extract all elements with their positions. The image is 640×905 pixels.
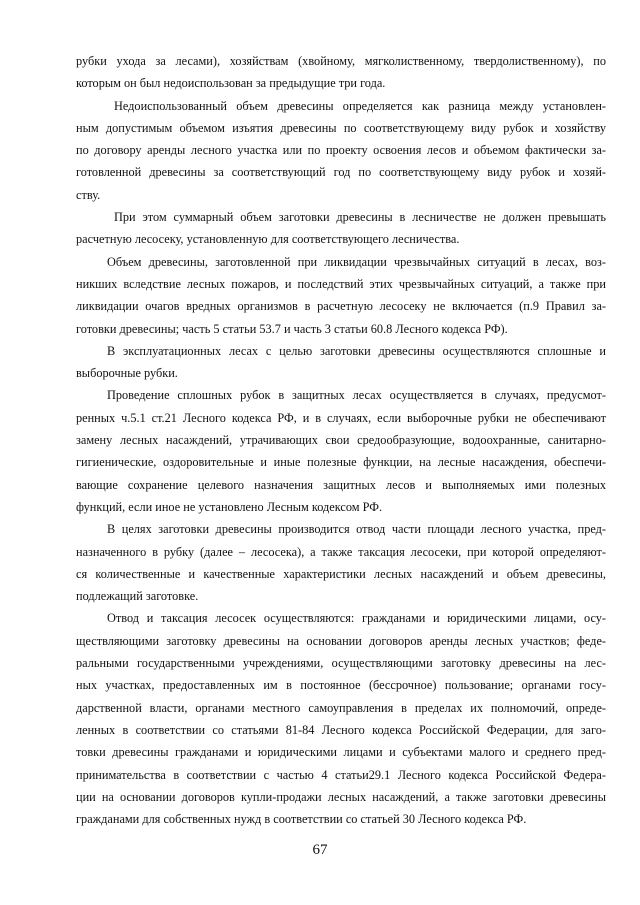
text-line: готовки древесины; часть 5 статьи 53.7 и часть 3 статьи 60.8 Лесного кодекса РФ). <box>76 321 508 336</box>
text-line: расчетную лесосеку, установленную для соответствующего лесничества. <box>76 232 460 247</box>
text-line: назначенного в рубку (далее – лесосека), а также таксация лесосеки, при которой определяют- <box>76 544 606 559</box>
text-line: товки древесины гражданами и юридическими лицами и субъектами малого и среднего пред- <box>76 745 606 760</box>
text-line: по договору аренды лесного участка или по проекту освоения лесов и объемом фактически за- <box>76 143 606 158</box>
paragraph-first-line: Недоиспользованный объем древесины определяется как разница между установлен- <box>114 98 606 113</box>
text-line: ству. <box>76 187 101 202</box>
text-line: никших вследствие лесных пожаров, и последствий этих чрезвычайных ситуаций, а также при <box>76 276 606 291</box>
text-line: замену лесных насаждений, утрачивающих свои средообразующие, водоохранные, санитарно- <box>76 433 606 448</box>
text-line: гражданами для собственных нужд в соответствии со статьей 30 Лесного кодекса РФ. <box>76 812 527 827</box>
body-text <box>76 50 606 830</box>
page-number: 67 <box>312 842 328 858</box>
text-line: выборочные рубки. <box>76 366 178 381</box>
text-line: принимательства в соответствии с частью 4 статьи29.1 Лесного кодекса Российской Федера- <box>76 767 606 782</box>
text-line: вающие сохранение целевого назначения защитных лесов и выполняемых ими полезных <box>76 477 606 492</box>
text-line: ренных ч.5.1 ст.21 Лесного кодекса РФ, и в случаях, если выборочные рубки не обеспечивают <box>76 410 606 425</box>
text-line: рубки ухода за лесами), хозяйствам (хвойному, мягколиственному, твердолиственному), по <box>76 54 606 68</box>
paragraph-first-line: Отвод и таксация лесосек осуществляются: гражданами и юридическими лицами, осу- <box>107 611 606 626</box>
paragraph-first-line: Проведение сплошных рубок в защитных лесах осуществляется в случаях, предусмот- <box>107 388 606 403</box>
text-line: которым он был недоиспользован за предыдущие три года. <box>76 76 386 91</box>
text-line: ных участках, предоставленных им в постоянное (бессрочное) пользование; органами госу- <box>76 678 606 693</box>
text-line: ральными государственными учреждениями, осуществляющими заготовку древесины на лес- <box>76 656 606 671</box>
text-line: подлежащий заготовке. <box>76 589 199 604</box>
text-line: ся количественные и качественные характеристики лесных насаждений и объем древесины, <box>76 566 606 581</box>
text-line: ции на основании договоров купли-продажи лесных насаждений, а также заготовки древесины <box>76 789 606 804</box>
text-line: гигиенические, оздоровительные и иные полезные функции, на лесные насаждения, обеспечи- <box>76 455 606 470</box>
paragraph-first-line: В эксплуатационных лесах с целью заготовки древесины осуществляются сплошные и <box>107 343 606 358</box>
paragraph-first-line: В целях заготовки древесины производится отвод части площади лесного участка, пред- <box>107 522 606 537</box>
paragraph-first-line: Объем древесины, заготовленной при ликвидации чрезвычайных ситуаций в лесах, воз- <box>107 254 606 269</box>
text-line: ществляющими заготовку древесины на основании договоров аренды лесных участков; феде- <box>76 633 606 648</box>
text-line: готовленной древесины за соответствующий год по соответствующему виду рубок и хозяй- <box>76 165 606 180</box>
text-line: дарственной власти, органами местного самоуправления в пределах их полномочий, опреде- <box>76 700 606 715</box>
text-line: функций, если иное не установлено Лесным кодексом РФ. <box>76 499 383 514</box>
text-line: ликвидации очагов вредных организмов в расчетную лесосеку не включается (п.9 Правил за- <box>76 299 606 314</box>
text-line: ленных в соответствии со статьями 81-84 Лесного кодекса Российской Федерации, для заго- <box>76 722 606 737</box>
paragraph-first-line: При этом суммарный объем заготовки древесины в лесничестве не должен превышать <box>114 210 606 225</box>
text-line: ным допустимым объемом изъятия древесины по соответствующему виду рубок и хозяйству <box>76 120 606 135</box>
